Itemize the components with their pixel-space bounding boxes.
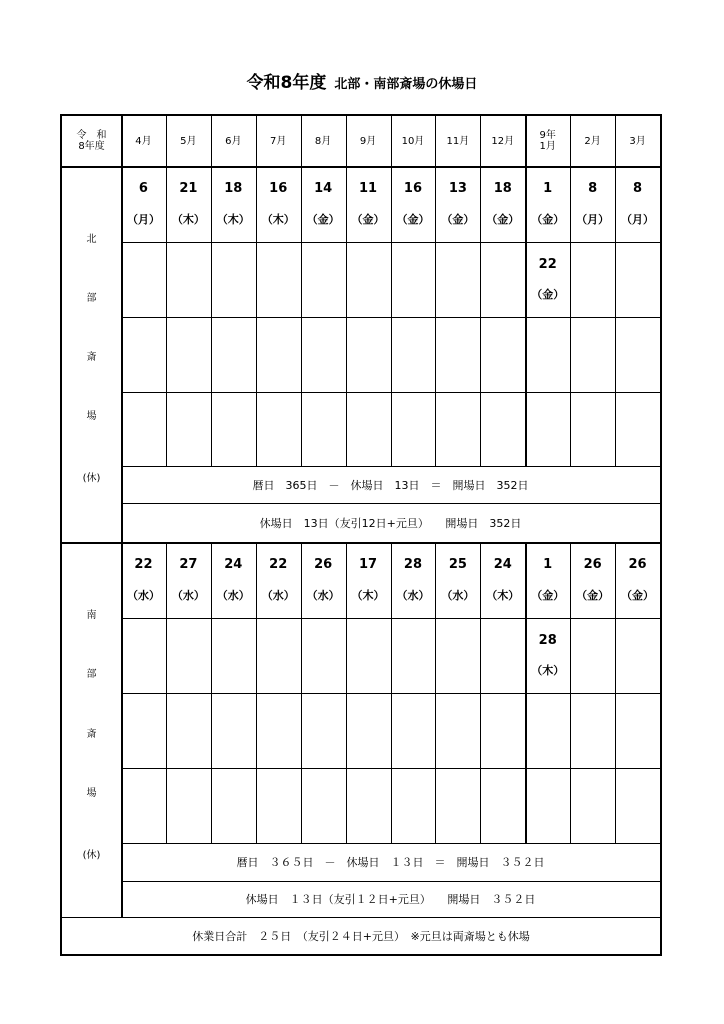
north-holiday-day: 8 (633, 181, 643, 196)
north-holiday-weekday: （金） (351, 213, 385, 226)
title-sub: 北部・南部斎場の休場日 (334, 77, 478, 92)
north-side-char: 場 (86, 411, 97, 422)
north-holiday-cell (435, 166, 480, 242)
south-holiday-day: 26 (314, 557, 333, 572)
month-header (525, 116, 570, 166)
north-holiday-cell (570, 166, 615, 242)
north-side-char: 北 (86, 234, 97, 245)
south-side-char: 場 (86, 787, 97, 799)
north-holiday-day: 11 (358, 181, 378, 196)
north-holiday-day: 6 (138, 181, 148, 196)
south-holiday-weekday: （水） (306, 589, 340, 602)
month-label: 9月 (359, 135, 377, 147)
south-holiday-cell (301, 542, 346, 618)
south-holiday-day: 24 (493, 557, 512, 572)
north-holiday-weekday: （木） (216, 213, 250, 226)
south-holiday-cell (391, 542, 436, 618)
south-holiday-weekday: （水） (126, 589, 160, 602)
north-holiday-cell (391, 166, 436, 242)
south-side-char: 斎 (86, 728, 97, 740)
north-holiday-day: 13 (448, 181, 467, 196)
south-holiday-weekday: （金） (621, 589, 655, 602)
south-summary-closed: 休場日 １３日（友引１２日+元旦） 開場日 ３５２日 (245, 893, 536, 906)
south-holiday-day: 24 (224, 557, 243, 572)
month-label: 3月 (629, 135, 646, 147)
north-holiday-weekday: （木） (171, 213, 205, 226)
south-holiday-day: 1 (543, 557, 553, 572)
grid-line-h (121, 466, 660, 467)
month-header (570, 116, 615, 166)
north-holiday-day: 18 (224, 181, 243, 196)
north-side-label (62, 166, 121, 466)
grid-line-h (121, 843, 660, 844)
north-holiday-cell (346, 166, 391, 242)
north-holiday-cell (256, 166, 301, 242)
north-holiday-weekday: （月） (621, 213, 655, 226)
south-holiday-weekday: （木） (351, 589, 385, 602)
north-summary-days: 暦日 365日 － 休場日 13日 ＝ 開場日 352日 (252, 478, 529, 492)
month-header (256, 116, 301, 166)
month-label: 5月 (180, 135, 197, 147)
corner-line-1: 令 和 (76, 130, 107, 141)
month-label: 12月 (491, 135, 515, 147)
north-holiday-cell (301, 166, 346, 242)
south-holiday-cell-extra (525, 618, 570, 693)
north-holiday-cell (615, 166, 660, 242)
south-side-char: 部 (86, 669, 97, 681)
south-holiday-day: 22 (134, 557, 153, 572)
south-holiday-cell (570, 542, 615, 618)
south-holiday-weekday: （水） (396, 589, 430, 602)
month-label: 4月 (135, 135, 152, 147)
month-header (615, 116, 660, 166)
month-header (391, 116, 436, 166)
month-label: 8月 (314, 135, 332, 147)
month-label: 6月 (225, 135, 242, 147)
south-holiday-cell (256, 542, 301, 618)
south-holiday-cell (435, 542, 480, 618)
month-label: 10月 (401, 135, 425, 147)
north-side-char: 部 (86, 293, 97, 304)
north-holiday-day: 16 (403, 181, 422, 196)
month-header (480, 116, 525, 166)
month-header (301, 116, 346, 166)
north-holiday-day: 21 (179, 181, 198, 196)
north-holiday-cell (211, 166, 256, 242)
month-label: 11月 (446, 135, 470, 147)
north-holiday-day: 8 (588, 181, 598, 196)
corner-label (62, 116, 121, 166)
south-holiday-cell (166, 542, 211, 618)
south-holiday-day: 26 (583, 557, 602, 572)
south-holiday-day: 25 (448, 557, 467, 572)
title-main: 令和8年度 (246, 73, 327, 93)
month-header (211, 116, 256, 166)
footer-total: 休業日合計 ２５日 （友引２４日+元旦） ※元旦は両斎場とも休場 (192, 929, 530, 943)
south-holiday-day: 22 (269, 557, 288, 572)
south-holiday-weekday: （木） (531, 664, 565, 678)
north-holiday-weekday: （金） (306, 213, 340, 226)
south-side-label (62, 542, 121, 843)
north-holiday-cell (121, 166, 166, 242)
south-side-note: (休) (82, 849, 101, 861)
month-header (346, 116, 391, 166)
south-holiday-weekday: （金） (531, 589, 565, 602)
south-holiday-day: 27 (179, 557, 198, 572)
south-holiday-cell (346, 542, 391, 618)
north-holiday-weekday: （月） (126, 213, 160, 226)
north-summary-closed: 休場日 13日（友引12日+元旦） 開場日 352日 (259, 516, 522, 530)
north-holiday-weekday: （月） (576, 213, 610, 226)
south-holiday-cell (615, 542, 660, 618)
north-holiday-cell (166, 166, 211, 242)
north-holiday-weekday: （金） (396, 213, 430, 226)
north-holiday-weekday: （金） (531, 288, 565, 302)
north-holiday-weekday: （金） (531, 213, 565, 226)
south-holiday-day: 26 (628, 557, 647, 572)
north-holiday-cell (525, 166, 570, 242)
month-label: 9年 (539, 130, 556, 141)
document-title (0, 68, 724, 93)
north-holiday-weekday: （金） (441, 213, 475, 226)
south-holiday-weekday: （木） (486, 589, 520, 602)
corner-line-2: 8年度 (78, 141, 105, 152)
north-holiday-day: 18 (493, 181, 512, 196)
south-holiday-cell (121, 542, 166, 618)
south-holiday-weekday: （金） (576, 589, 610, 602)
south-holiday-weekday: （水） (171, 589, 205, 602)
month-label: 1月 (539, 141, 556, 152)
south-holiday-weekday: （水） (441, 589, 475, 602)
south-holiday-cell (525, 542, 570, 618)
month-header (121, 116, 166, 166)
north-holiday-day: 14 (314, 181, 333, 196)
south-holiday-day: 28 (403, 557, 422, 572)
north-side-char: 斎 (86, 352, 97, 363)
north-holiday-cell-extra (525, 242, 570, 317)
month-label: 7月 (270, 135, 287, 147)
south-holiday-cell (211, 542, 256, 618)
south-side-char: 南 (86, 610, 97, 622)
north-holiday-cell (480, 166, 525, 242)
month-label: 2月 (584, 135, 601, 147)
south-holiday-cell (480, 542, 525, 618)
month-header (435, 116, 480, 166)
month-header (166, 116, 211, 166)
north-holiday-day: 1 (543, 181, 553, 196)
south-holiday-day: 28 (538, 632, 557, 648)
south-holiday-weekday: （水） (216, 589, 250, 602)
south-holiday-day: 17 (358, 557, 378, 572)
south-summary-days: 暦日 ３６５日 － 休場日 １３日 ＝ 開場日 ３５２日 (236, 856, 545, 869)
holiday-table (60, 114, 662, 956)
north-holiday-weekday: （木） (261, 213, 295, 226)
north-holiday-weekday: （金） (486, 213, 520, 226)
north-holiday-day: 22 (538, 256, 557, 272)
south-holiday-weekday: （水） (261, 589, 295, 602)
north-holiday-day: 16 (269, 181, 288, 196)
north-side-note: (休) (82, 472, 101, 484)
